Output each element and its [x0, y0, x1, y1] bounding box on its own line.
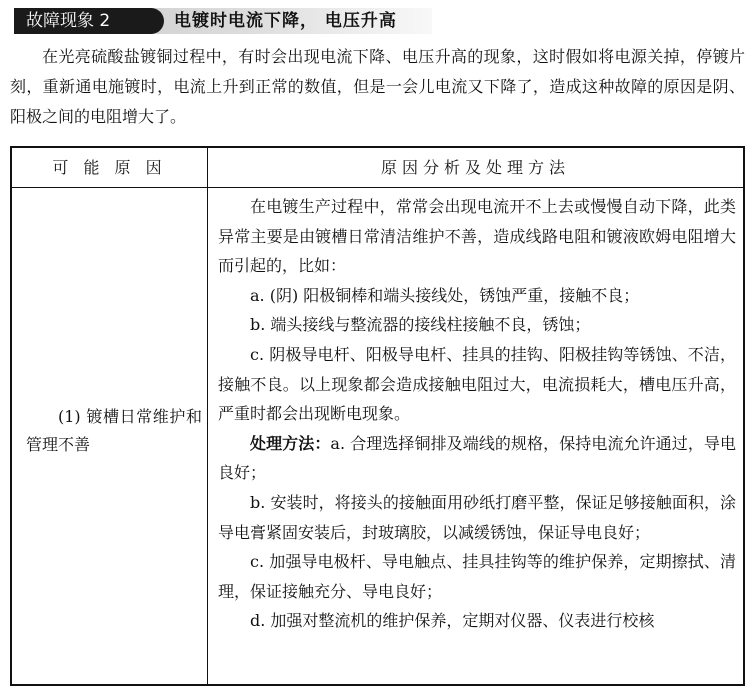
analysis-item-a: a. (阴) 阳极铜棒和端头接线处，锈蚀严重，接触不良； [250, 285, 640, 305]
analysis-item-c: c. 阴极导电杆、阳极导电杆、挂具的挂钩、阳极挂钩等锈蚀、不洁，接触不良。以上现象都会造成接触电阻过大，电流损耗大，槽电压升高，严重时都会出现断电现象。 [218, 344, 736, 424]
method-item-b: b. 安装时，将接头的接触面用砂纸打磨平整，保证足够接触面积，涂导电膏紧固安装后，封玻璃胶，以减缓锈蚀，保证导电良好； [218, 492, 736, 542]
method-item-c: c. 加强导电极杆、导电触点、挂具挂钩等的维护保养，定期擦拭、清理，保证接触充分、导电良好； [218, 552, 736, 601]
method-label: 处理方法： [250, 433, 331, 453]
cause-analysis-table [10, 146, 745, 686]
column-divider [207, 148, 208, 684]
method-item-a [218, 429, 736, 488]
analysis-cell [218, 192, 736, 636]
fault-tag: 故障现象 2 [14, 8, 164, 34]
analysis-paragraph-intro: 在电镀生产过程中，常常会出现电流开不上去或慢慢自动下降，此类异常主要是由镀槽日常清洁维护不善，造成线路电阻和镀液欧姆电阻增大而引起的，比如： [218, 197, 736, 276]
analysis-item-b: b. 端头接线与整流器的接线柱接触不良，锈蚀； [250, 315, 591, 335]
fault-title: 电镀时电流下降， 电压升高 [174, 11, 397, 31]
header-analysis-method: 原因分析及处理方法 [380, 158, 570, 177]
intro-paragraph: 在光亮硫酸盐镀铜过程中，有时会出现电流下降、电压升高的现象，这时假如将电源关掉，停镀片刻，重新通电施镀时，电流上升到正常的数值，但是一会儿电流又下降了，造成这种故障的原因是阴、阳极之间的电阻增大了。 [10, 47, 745, 126]
header-possible-cause: 可 能 原 因 [52, 158, 167, 177]
table-header-row [12, 148, 743, 188]
method-item-a-text: a. 合理选择铜排及端线的规格，保持电流允许通过，导电良好； [218, 433, 736, 483]
cause-cell: (1) 镀槽日常维护和管理不善 [26, 407, 202, 454]
method-item-d: d. 加强对整流机的维护保养，定期对仪器、仪表进行校核 [250, 611, 655, 631]
